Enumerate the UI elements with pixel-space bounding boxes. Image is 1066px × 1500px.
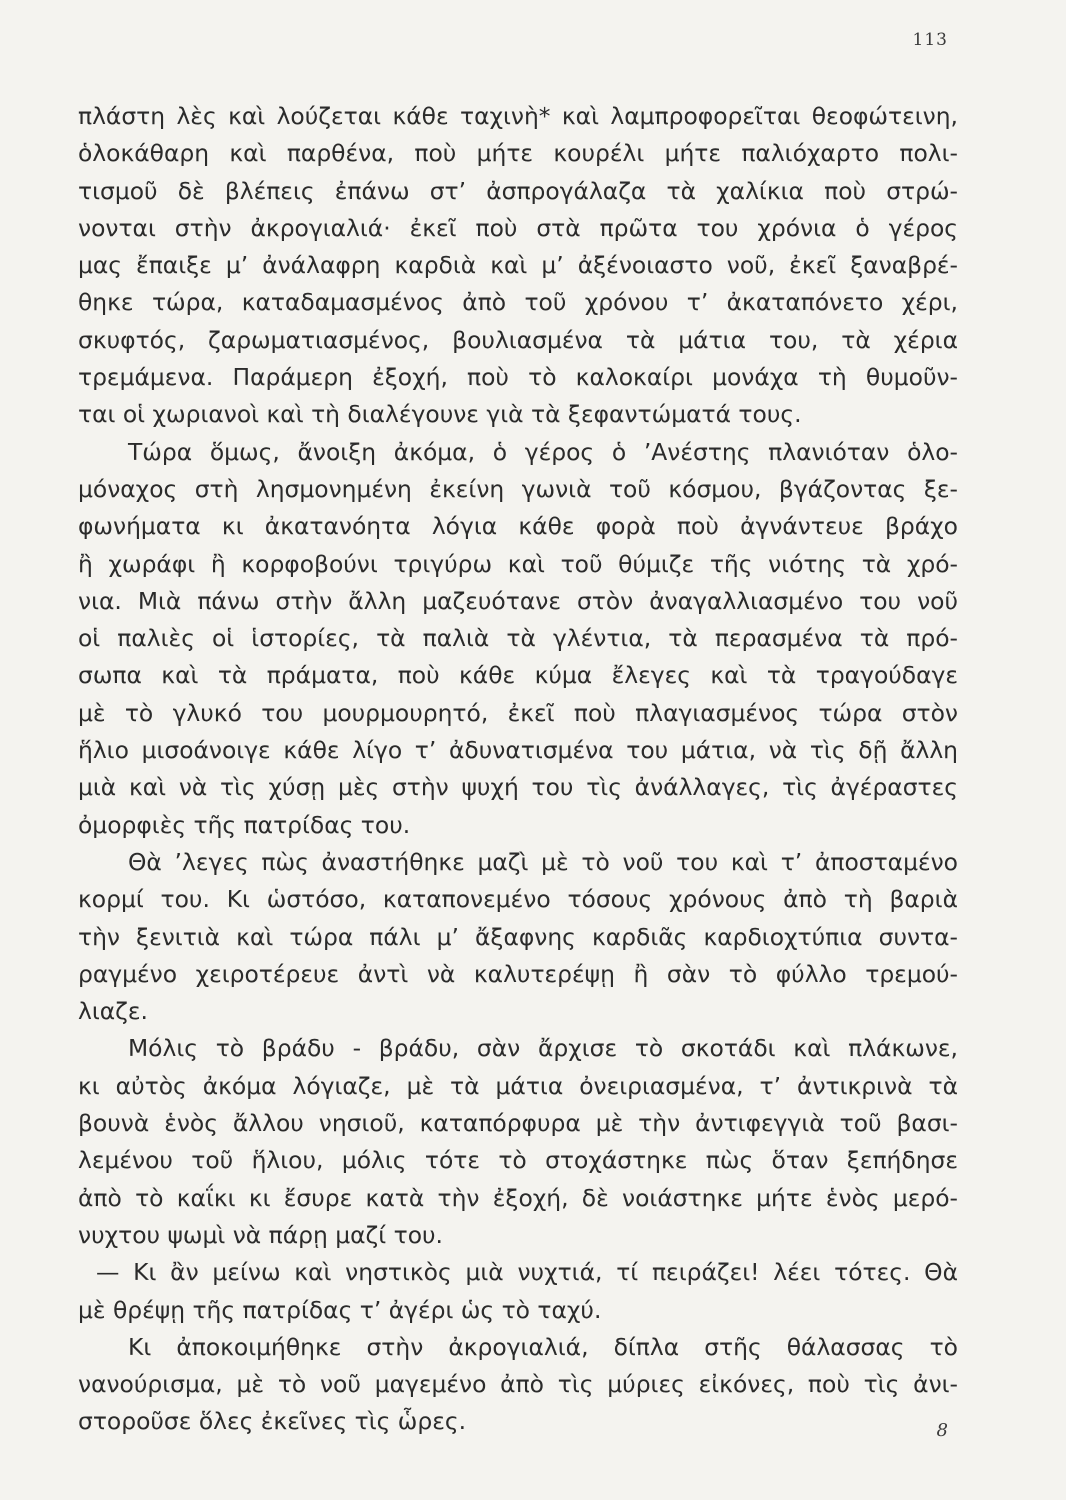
text-line: μας ἔπαιξε μ’ ἀνάλαφρη καρδιὰ καὶ μ’ ἀξένοιαστο νοῦ, ἐκεῖ ξαναβρέ- [78, 251, 958, 280]
text-line: φωνήματα κι ἀκατανόητα λόγια κάθε φορὰ ποὺ ἀγνάντευε βράχο [78, 512, 958, 541]
text-line: σκυφτός, ζαρωματιασμένος, βουλιασμένα τὰ μάτια του, τὰ χέρια [78, 325, 958, 354]
text-line: ἀπὸ τὸ καΐκι κι ἔσυρε κατὰ τὴν ἐξοχή, δὲ νοιάστηκε μήτε ἑνὸς μερό- [78, 1183, 958, 1212]
text-line: Κι ἀποκοιμήθηκε στὴν ἀκρογιαλιά, δίπλα στῆς θάλασσας τὸ [128, 1332, 958, 1361]
text-line: στοροῦσε ὅλες ἐκεῖνες τὶς ὧρες. [78, 1407, 467, 1436]
text-line: οἱ παλιὲς οἱ ἱστορίες, τὰ παλιὰ τὰ γλέντια, τὰ περασμένα τὰ πρό- [78, 624, 958, 653]
text-line: τὴν ξενιτιὰ καὶ τώρα πάλι μ’ ἄξαφνης καρδιᾶς καρδιοχτύπια συντα- [78, 922, 958, 951]
text-line: μιὰ καὶ νὰ τὶς χύσῃ μὲς στὴν ψυχή του τὶς ἀνάλλαγες, τὶς ἀγέραστες [78, 773, 958, 802]
page-number: 113 [912, 30, 948, 50]
text-line: τρεμάμενα. Παράμερη ἐξοχή, ποὺ τὸ καλοκαίρι μονάχα τὴ θυμοῦν- [78, 363, 958, 392]
text-line: ραγμένο χειροτέρευε ἀντὶ νὰ καλυτερέψῃ ἢ σὰν τὸ φύλλο τρεμού- [78, 959, 958, 988]
text-line: μὲ τὸ γλυκό του μουρμουρητό, ἐκεῖ ποὺ πλαγιασμένος τώρα στὸν [78, 698, 958, 727]
text-line: ἢ χωράφι ἢ κορφοβούνι τριγύρω καὶ τοῦ θύμιζε τῆς νιότης τὰ χρό- [78, 549, 958, 578]
text-line: νονται στὴν ἀκρογιαλιά· ἐκεῖ ποὺ στὰ πρῶτα του χρόνια ὁ γέρος [78, 213, 958, 242]
text-line: Θὰ ’λεγες πὼς ἀναστήθηκε μαζὶ μὲ τὸ νοῦ του καὶ τ’ ἀποσταμένο [128, 847, 958, 876]
text-line: κορμί του. Κι ὡστόσο, καταπονεμένο τόσους χρόνους ἀπὸ τὴ βαριὰ [78, 885, 958, 914]
text-line: λιαζε. [78, 997, 148, 1026]
text-line: σωπα καὶ τὰ πράματα, ποὺ κάθε κύμα ἔλεγες καὶ τὰ τραγούδαγε [78, 661, 958, 690]
text-line: ὀμορφιὲς τῆς πατρίδας του. [78, 810, 411, 839]
text-line: ἥλιο μισοάνοιγε κάθε λίγο τ’ ἀδυνατισμένα του μάτια, νὰ τὶς δῇ ἄλλη [78, 736, 958, 765]
text-line: τισμοῦ δὲ βλέπεις ἐπάνω στ’ ἀσπρογάλαζα τὰ χαλίκια ποὺ στρώ- [78, 176, 958, 205]
text-line: μόναχος στὴ λησμονημένη ἐκείνη γωνιὰ τοῦ κόσμου, βγάζοντας ξε- [78, 474, 958, 503]
text-line: νια. Μιὰ πάνω στὴν ἄλλη μαζευότανε στὸν ἀναγαλλιασμένο του νοῦ [78, 586, 958, 615]
signature-mark: 8 [936, 1420, 948, 1441]
text-line: Τώρα ὅμως, ἄνοιξη ἀκόμα, ὁ γέρος ὁ ’Ανέστης πλανιόταν ὁλο- [128, 437, 958, 466]
text-line: ται οἱ χωριανοὶ καὶ τὴ διαλέγουνε γιὰ τὰ ξεφαντώματά τους. [78, 400, 802, 429]
text-line: — Κι ἂν μείνω καὶ νηστικὸς μιὰ νυχτιά, τί πειράζει! λέει τότες. Θὰ [96, 1258, 958, 1287]
body-text [78, 98, 958, 1441]
text-line: πλάστη λὲς καὶ λούζεται κάθε ταχινὴ* καὶ λαμπροφορεῖται θεοφώτεινη, [78, 102, 958, 130]
text-line: μὲ θρέψῃ τῆς πατρίδας τ’ ἀγέρι ὡς τὸ ταχύ. [78, 1295, 602, 1324]
text-line: νανούρισμα, μὲ τὸ νοῦ μαγεμένο ἀπὸ τὶς μύριες εἰκόνες, ποὺ τὶς ἀνι- [78, 1370, 958, 1399]
text-line: Μόλις τὸ βράδυ - βράδυ, σὰν ἄρχισε τὸ σκοτάδι καὶ πλάκωνε, [128, 1034, 958, 1063]
text-line: κι αὐτὸς ἀκόμα λόγιαζε, μὲ τὰ μάτια ὀνειριασμένα, τ’ ἀντικρινὰ τὰ [78, 1071, 958, 1100]
text-line: θηκε τώρα, καταδαμασμένος ἀπὸ τοῦ χρόνου τ’ ἀκαταπόνετο χέρι, [78, 288, 958, 317]
text-line: ὁλοκάθαρη καὶ παρθένα, ποὺ μήτε κουρέλι μήτε παλιόχαρτο πολι- [78, 139, 958, 168]
text-line: νυχτου ψωμὶ νὰ πάρῃ μαζί του. [78, 1220, 443, 1249]
text-line: βουνὰ ἑνὸς ἄλλου νησιοῦ, καταπόρφυρα μὲ τὴν ἀντιφεγγιὰ τοῦ βασι- [78, 1109, 958, 1138]
text-line: λεμένου τοῦ ἥλιου, μόλις τότε τὸ στοχάστηκε πὼς ὅταν ξεπήδησε [78, 1146, 958, 1175]
